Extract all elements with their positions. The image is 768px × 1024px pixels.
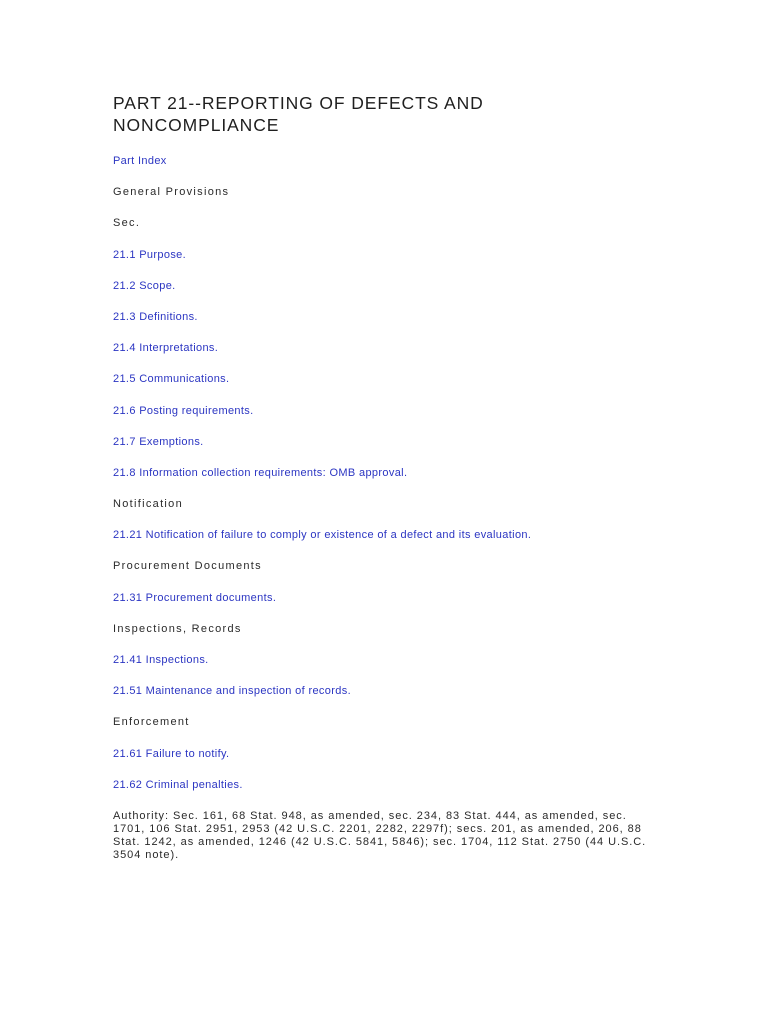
link-21-5-communications[interactable]: 21.5 Communications. bbox=[113, 373, 230, 386]
link-21-61-failure-to-notify[interactable]: 21.61 Failure to notify. bbox=[113, 747, 230, 760]
authority-line-2: 1701, 106 Stat. 2951, 2953 (42 U.S.C. 2201, 2282, 2297f); secs. 201, as amended, 206, 88 bbox=[113, 822, 642, 835]
link-21-62-criminal-penalties[interactable]: 21.62 Criminal penalties. bbox=[113, 778, 243, 791]
link-21-1-purpose[interactable]: 21.1 Purpose. bbox=[113, 248, 187, 261]
authority-line-3: Stat. 1242, as amended, 1246 (42 U.S.C. 5841, 5846); sec. 1704, 112 Stat. 2750 (44 U.S.C. bbox=[113, 835, 647, 848]
link-21-6-posting-requirements[interactable]: 21.6 Posting requirements. bbox=[113, 404, 254, 417]
link-21-41-inspections[interactable]: 21.41 Inspections. bbox=[113, 654, 209, 666]
section-heading-inspections-records: Inspections, Records bbox=[113, 622, 242, 635]
link-21-3-definitions[interactable]: 21.3 Definitions. bbox=[113, 310, 198, 323]
document-page bbox=[113, 92, 653, 862]
link-21-2-scope[interactable]: 21.2 Scope. bbox=[113, 279, 176, 292]
page-title bbox=[113, 92, 653, 136]
section-heading-enforcement: Enforcement bbox=[113, 716, 190, 729]
link-21-7-exemptions[interactable]: 21.7 Exemptions. bbox=[113, 435, 204, 448]
page-title-line-2: NONCOMPLIANCE bbox=[113, 115, 280, 135]
link-21-51-maintenance-and-inspection[interactable]: 21.51 Maintenance and inspection of records. bbox=[113, 685, 351, 698]
page-title-line-1: PART 21--REPORTING OF DEFECTS AND bbox=[113, 93, 484, 113]
authority-line-4: 3504 note). bbox=[113, 848, 180, 861]
section-heading-general-provisions: General Provisions bbox=[113, 186, 230, 199]
link-21-4-interpretations[interactable]: 21.4 Interpretations. bbox=[113, 342, 219, 355]
section-heading-notification: Notification bbox=[113, 498, 184, 511]
link-21-31-procurement-documents[interactable]: 21.31 Procurement documents. bbox=[113, 591, 277, 604]
authority-line-1: Authority: Sec. 161, 68 Stat. 948, as amended, sec. 234, 83 Stat. 444, as amended, sec. bbox=[113, 809, 627, 822]
link-21-21-notification-of-failure[interactable]: 21.21 Notification of failure to comply or existence of a defect and its evaluation. bbox=[113, 529, 532, 542]
authority-paragraph bbox=[113, 810, 653, 862]
section-heading-procurement-documents: Procurement Documents bbox=[113, 560, 262, 573]
part-index-link[interactable]: Part Index bbox=[113, 155, 167, 167]
section-label-sec: Sec. bbox=[113, 217, 141, 230]
link-21-8-information-collection[interactable]: 21.8 Information collection requirements: OMB approval. bbox=[113, 466, 408, 479]
